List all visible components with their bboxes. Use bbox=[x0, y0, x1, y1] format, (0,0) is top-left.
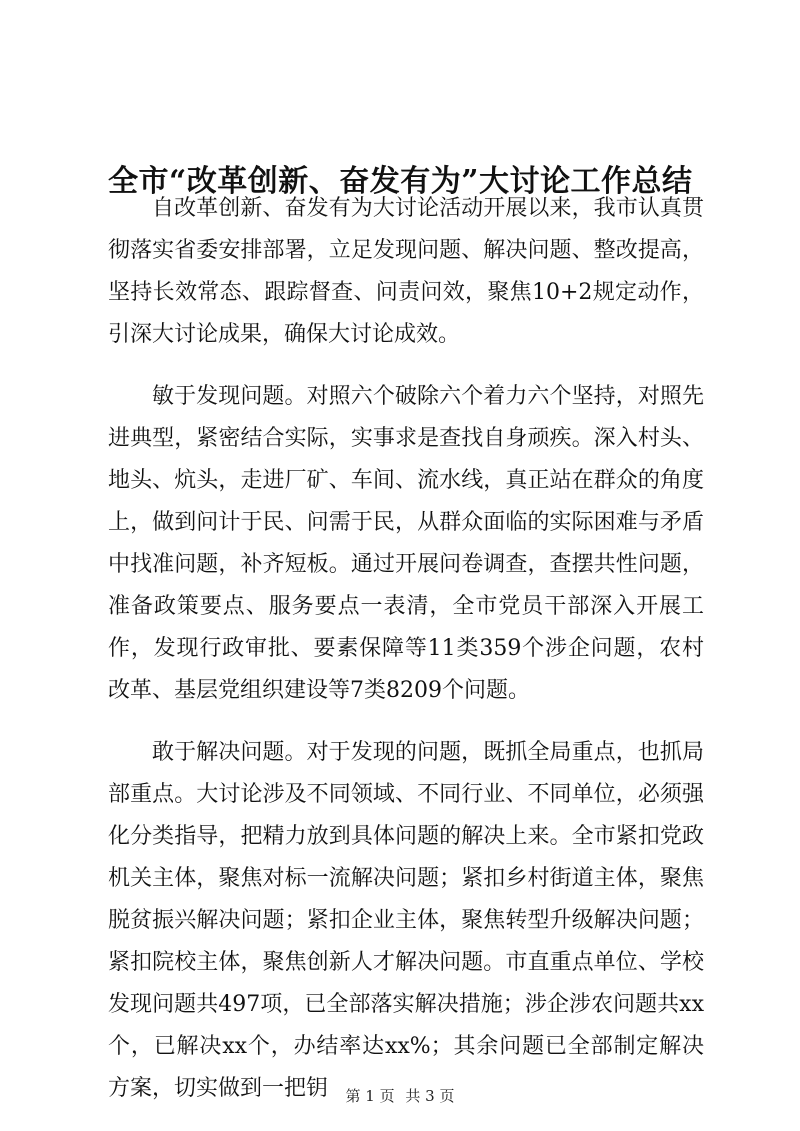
total-pages: 共 3 页 bbox=[405, 1087, 455, 1105]
document-title: 全市“改革创新、奋发有为”大讨论工作总结 bbox=[108, 164, 693, 200]
paragraph-intro: 自改革创新、奋发有为大讨论活动开展以来，我市认真贯彻落实省委安排部署，立足发现问题、解决问题、整改提高，坚持长效常态、跟踪督查、问责问效，聚焦10+2规定动作，引深大讨论成果，确保大讨论成效。 bbox=[108, 196, 704, 347]
paragraph-solving-problems: 敢于解决问题。对于发现的问题，既抓全局重点，也抓局部重点。大讨论涉及不同领域、不同行业、不同单位，必须强化分类指导，把精力放到具体问题的解决上来。全市紧扣党政机关主体，聚焦对标一流解决问题；紧扣乡村街道主体，聚焦脱贫振兴解决问题；紧扣企业主体，聚焦转型升级解决问题；紧扣院校主体，聚焦创新人才解决问题。市直重点单位、学校发现问题共497项，已全部落实解决措施；涉企涉农问题共xx个，已解决xx个，办结率达xx%；其余问题已全部制定解决方案，切实做到一把钥 bbox=[108, 740, 704, 1101]
page-footer bbox=[0, 1086, 800, 1106]
paragraph-finding-problems: 敏于发现问题。对照六个破除六个着力六个坚持，对照先进典型，紧密结合实际，实事求是查找自身顽疾。深入村头、地头、炕头，走进厂矿、车间、流水线，真正站在群众的角度上，做到问计于民、问需于民，从群众面临的实际困难与矛盾中找准问题，补齐短板。通过开展问卷调查，查摆共性问题，准备政策要点、服务要点一表清，全市党员干部深入开展工作，发现行政审批、要素保障等11类359个涉企问题，农村改革、基层党组织建设等7类8209个问题。 bbox=[108, 384, 704, 703]
document-body bbox=[108, 188, 704, 1130]
page-number: 第 1 页 bbox=[345, 1087, 395, 1105]
